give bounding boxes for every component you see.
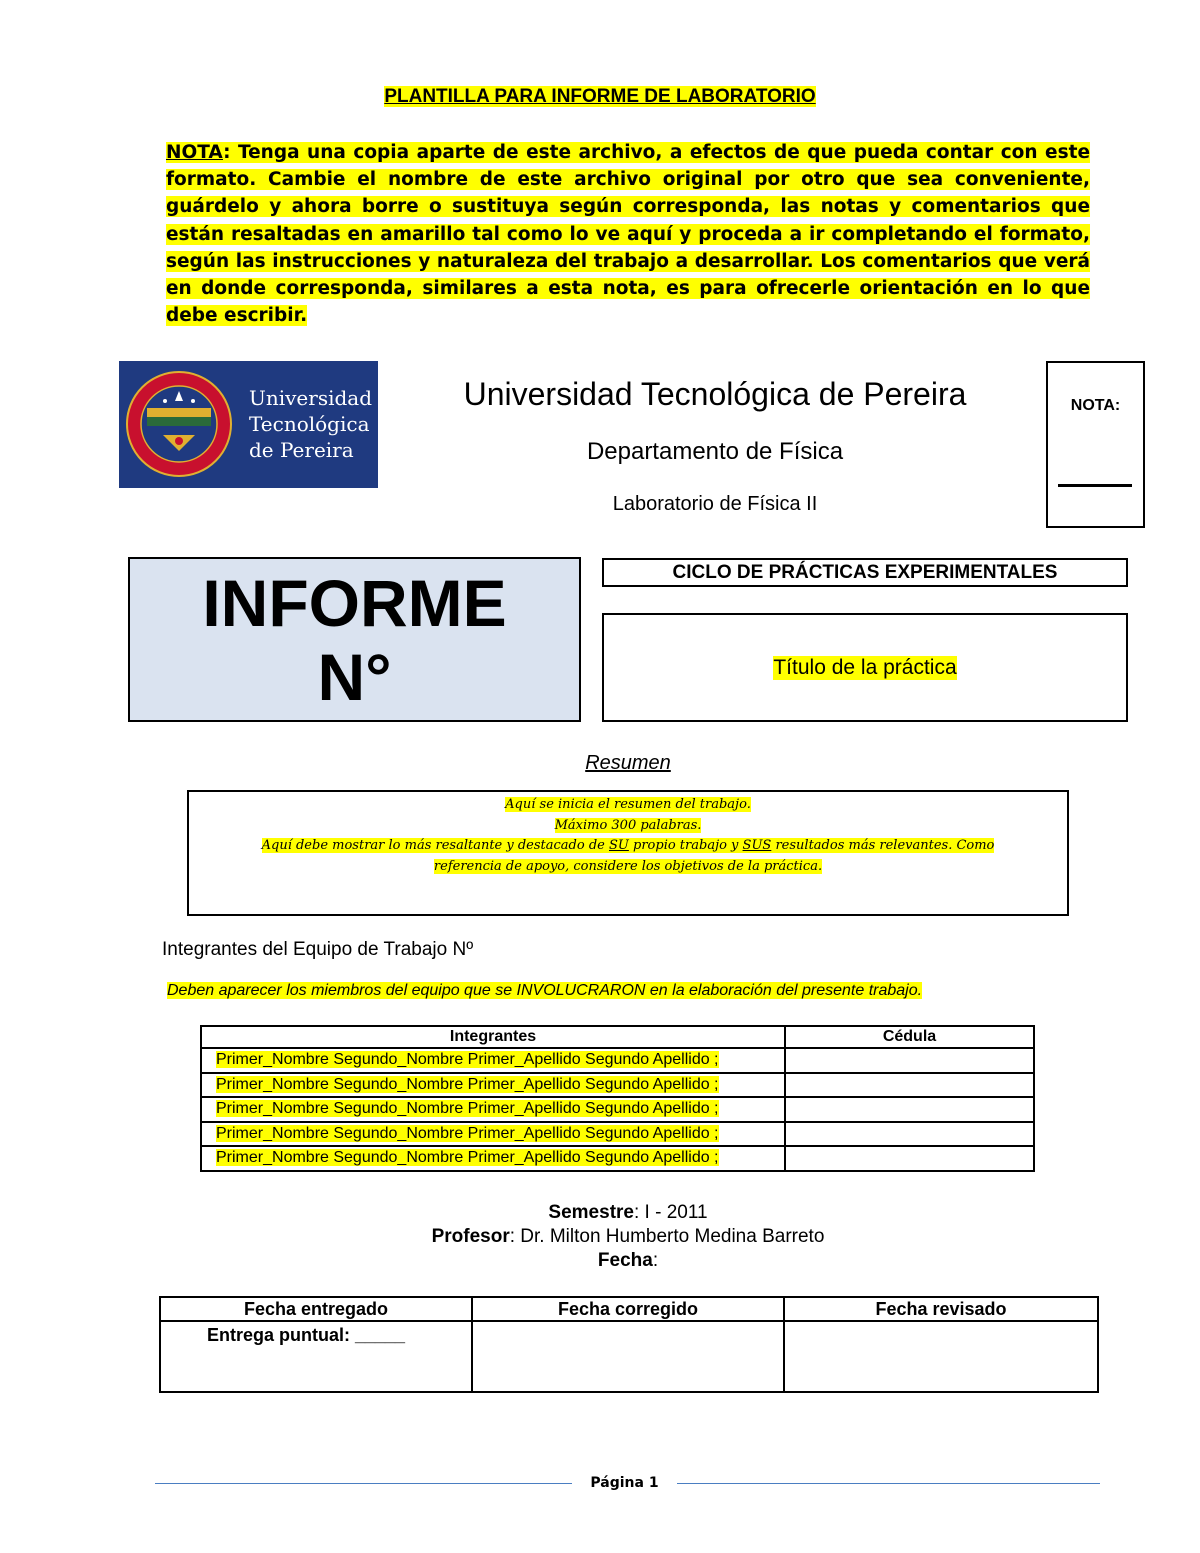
table-row [201, 1073, 1034, 1098]
note-label: NOTA [166, 142, 224, 163]
report-label: INFORME [202, 565, 507, 640]
report-number: N° [317, 639, 392, 714]
summary-heading: Resumen [585, 752, 671, 774]
summary-line: Máximo 300 palabras. [554, 817, 702, 833]
footer-rule [155, 1483, 572, 1484]
practice-title-box[interactable] [602, 613, 1128, 722]
grade-line [1058, 484, 1132, 487]
member-name-cell[interactable]: Primer_Nombre Segundo_Nombre Primer_Apellido Segundo Apellido ; [201, 1097, 785, 1122]
grade-box[interactable] [1046, 361, 1145, 528]
cycle-heading: CICLO DE PRÁCTICAS EXPERIMENTALES [602, 558, 1128, 587]
members-table [200, 1025, 1035, 1172]
note-text: : Tenga una copia aparte de este archivo, a efectos de que pueda contar con este formato. Cambie el nombre de este archivo original por otro que sea conveniente, guárdelo y ahora borre o sustituya según corresponda, las notas y comentarios que están resaltadas en amarillo tal como lo ve aquí y proceda a ir completando el formato, según las instrucciones y naturaleza del trabajo a desarrollar. Los comentarios que verá en donde corresponda, similares a esta nota, es para ofrecerle orientación en lo que debe escribir. [166, 142, 1090, 327]
footer-rule [677, 1483, 1100, 1484]
column-header: Integrantes [201, 1026, 785, 1048]
page-number: Página 1 [590, 1475, 659, 1491]
university-logo [119, 361, 378, 488]
member-id-cell[interactable] [785, 1048, 1034, 1073]
member-id-cell[interactable] [785, 1097, 1034, 1122]
summary-box[interactable] [187, 790, 1069, 916]
instructions-note [166, 139, 1090, 329]
table-row [160, 1321, 1098, 1392]
column-header: Fecha entregado [160, 1297, 472, 1321]
table-row [201, 1122, 1034, 1147]
member-id-cell[interactable] [785, 1073, 1034, 1098]
page-title: PLANTILLA PARA INFORME DE LABORATORIO [384, 86, 816, 107]
logo-wordmark: Universidad Tecnológica de Pereira [249, 386, 373, 462]
date: Fecha: [597, 1250, 659, 1271]
table-row [201, 1146, 1034, 1171]
member-id-cell[interactable] [785, 1122, 1034, 1147]
column-header: Fecha corregido [472, 1297, 784, 1321]
member-name-cell[interactable]: Primer_Nombre Segundo_Nombre Primer_Apellido Segundo Apellido ; [201, 1146, 785, 1171]
table-header-row [201, 1026, 1034, 1048]
column-header: Cédula [785, 1026, 1034, 1048]
corrected-date-cell[interactable] [472, 1321, 784, 1392]
summary-line: referencia de apoyo, considere los objetivos de la práctica. [433, 858, 823, 874]
dates-table [159, 1296, 1099, 1393]
member-name-cell[interactable]: Primer_Nombre Segundo_Nombre Primer_Apellido Segundo Apellido ; [201, 1048, 785, 1073]
member-name-cell[interactable]: Primer_Nombre Segundo_Nombre Primer_Apellido Segundo Apellido ; [201, 1073, 785, 1098]
professor: Profesor: Dr. Milton Humberto Medina Barreto [431, 1226, 825, 1247]
seal-icon [119, 361, 239, 488]
table-row [201, 1048, 1034, 1073]
column-header: Fecha revisado [784, 1297, 1098, 1321]
grade-label: NOTA: [1070, 397, 1121, 414]
semester: Semestre: I - 2011 [548, 1202, 708, 1223]
summary-line: Aquí debe mostrar lo más resaltante y destacado de SU propio trabajo y SUS resultados más relevantes. Como [261, 838, 995, 853]
report-number-box[interactable] [128, 557, 581, 722]
university-name: Universidad Tecnológica de Pereira [463, 376, 967, 412]
course-info [0, 1201, 1200, 1273]
reviewed-date-cell[interactable] [784, 1321, 1098, 1392]
member-name-cell[interactable]: Primer_Nombre Segundo_Nombre Primer_Apellido Segundo Apellido ; [201, 1122, 785, 1147]
member-id-cell[interactable] [785, 1146, 1034, 1171]
practice-title: Título de la práctica [773, 655, 957, 679]
table-row [201, 1097, 1034, 1122]
delivered-date-cell[interactable]: Entrega puntual: _____ [160, 1321, 472, 1392]
summary-line: Aquí se inicia el resumen del trabajo. [505, 797, 751, 812]
team-note: Deben aparecer los miembros del equipo que se INVOLUCRARON en la elaboración del presente trabajo. [167, 982, 923, 999]
laboratory-name: Laboratorio de Física II [612, 493, 818, 515]
department-name: Departamento de Física [586, 438, 844, 465]
team-heading: Integrantes del Equipo de Trabajo Nº [162, 939, 474, 960]
table-header-row [160, 1297, 1098, 1321]
